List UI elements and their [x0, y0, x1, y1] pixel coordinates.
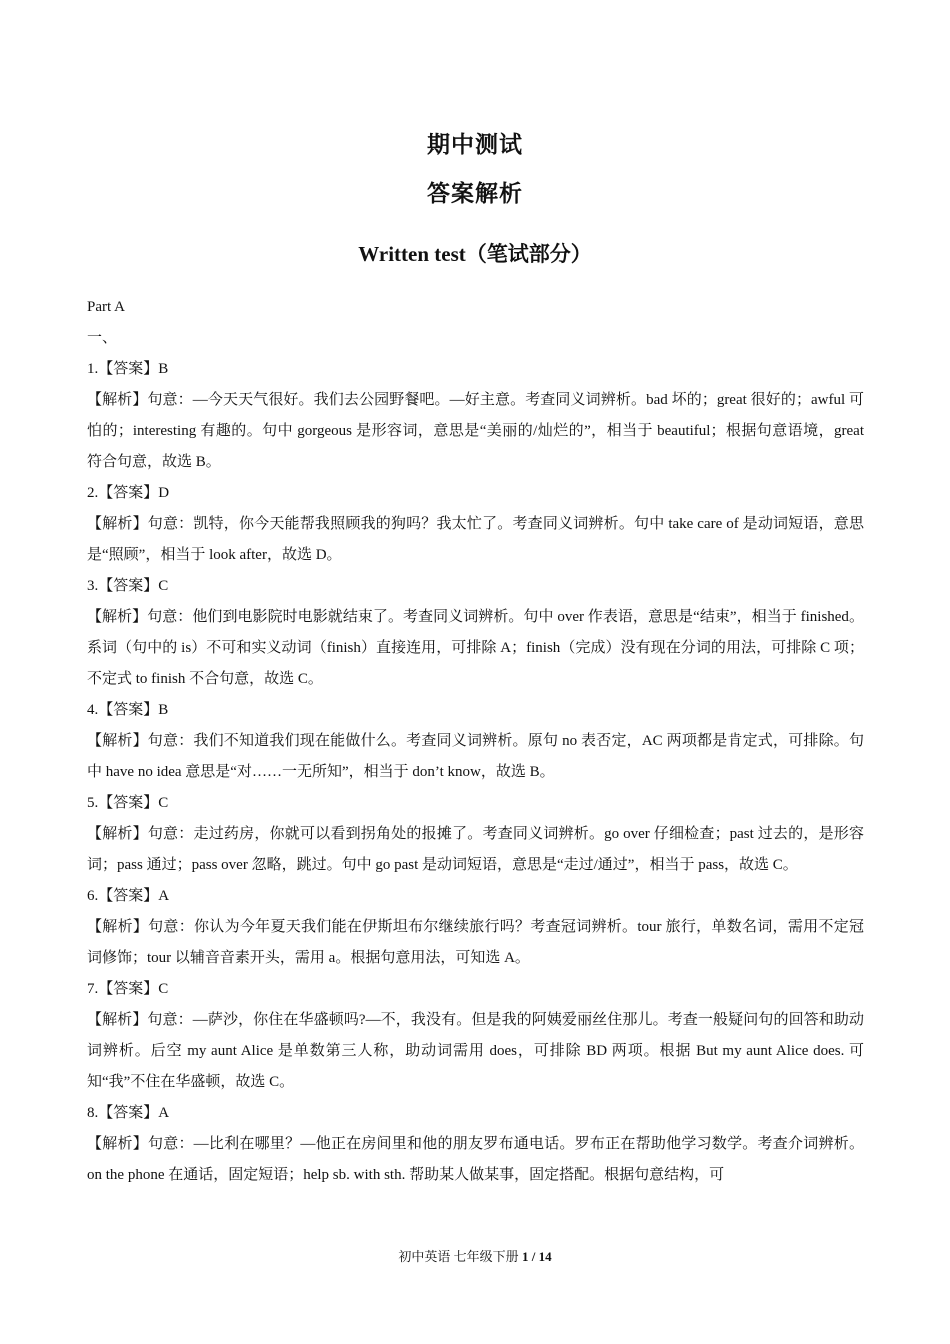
footer-separator: /	[528, 1249, 539, 1264]
group-label: 一、	[87, 330, 118, 346]
analysis-paragraph: 【解析】句意：凯特，你今天能帮我照顾我的狗吗？我太忙了。考查同义词辨析。句中 take care of 是动词短语，意思是“照顾”，相当于 look after，故选 D。	[87, 516, 864, 563]
answer-content	[87, 292, 864, 1191]
analysis-paragraph: 【解析】句意：—今天天气很好。我们去公园野餐吧。—好主意。考查同义词辨析。bad 坏的；great 很好的；awful 可怕的；interesting 有趣的。句中 gorgeous 是形容词，意思是“美丽的/灿烂的”，相当于 beautiful；根据句意语境，great 符合句意，故选 B。	[87, 392, 864, 470]
analysis-paragraph: 【解析】句意：走过药房，你就可以看到拐角处的报摊了。考查同义词辨析。go over 仔细检查；past 过去的，是形容词；pass 通过；pass over 忽略，跳过。句中 go past 是动词短语，意思是“走过/通过”，相当于 pass，故选 C。	[87, 826, 864, 873]
part-label: Part A	[87, 299, 125, 315]
analysis-paragraph: 【解析】句意：—比利在哪里？—他正在房间里和他的朋友罗布通电话。罗布正在帮助他学习数学。考查介词辨析。on the phone 在通话，固定短语；help sb. with sth. 帮助某人做某事，固定搭配。根据句意结构，可	[87, 1136, 864, 1183]
analysis-paragraph: 【解析】句意：他们到电影院时电影就结束了。考查同义词辨析。句中 over 作表语，意思是“结束”，相当于 finished。系词（句中的 is）不可和实义动词（finish）直接连用，可排除 A；finish（完成）没有现在分词的用法，可排除 C 项；不定式 to finish 不合句意，故选 C。	[87, 609, 864, 687]
footer-book-label: 初中英语 七年级下册	[398, 1249, 522, 1264]
page-footer	[0, 1246, 950, 1265]
page-subtitle: 答案解析	[427, 181, 523, 207]
answer-line: 4.【答案】B	[87, 702, 169, 718]
answer-line: 2.【答案】D	[87, 485, 170, 501]
analysis-paragraph: 【解析】句意：—萨沙，你住在华盛顿吗?—不，我没有。但是我的阿姨爱丽丝住那儿。考查一般疑问句的回答和助动词辨析。后空 my aunt Alice 是单数第三人称，助动词需用 does，可排除 BD 两项。根据 But my aunt Alice does. 可知“我”不住在华盛顿，故选 C。	[87, 1012, 864, 1090]
analysis-paragraph: 【解析】句意：你认为今年夏天我们能在伊斯坦布尔继续旅行吗？考查冠词辨析。tour 旅行，单数名词，需用不定冠词修饰；tour 以辅音音素开头，需用 a。根据句意用法，可知选 A。	[87, 919, 864, 966]
section-heading: Written test（笔试部分）	[358, 242, 592, 266]
answer-line: 6.【答案】A	[87, 888, 170, 904]
page-title: 期中测试	[427, 132, 523, 158]
footer-page-number: 1	[521, 1249, 529, 1264]
answer-line: 3.【答案】C	[87, 578, 169, 594]
analysis-paragraph: 【解析】句意：我们不知道我们现在能做什么。考查同义词辨析。原句 no 表否定，AC 两项都是肯定式，可排除。句中 have no idea 意思是“对……一无所知”，相当于 don’t know，故选 B。	[87, 733, 864, 780]
answer-line: 5.【答案】C	[87, 795, 169, 811]
answer-line: 8.【答案】A	[87, 1105, 170, 1121]
answer-line: 1.【答案】B	[87, 361, 169, 377]
answer-line: 7.【答案】C	[87, 981, 169, 997]
footer-total-pages: 14	[538, 1249, 552, 1264]
